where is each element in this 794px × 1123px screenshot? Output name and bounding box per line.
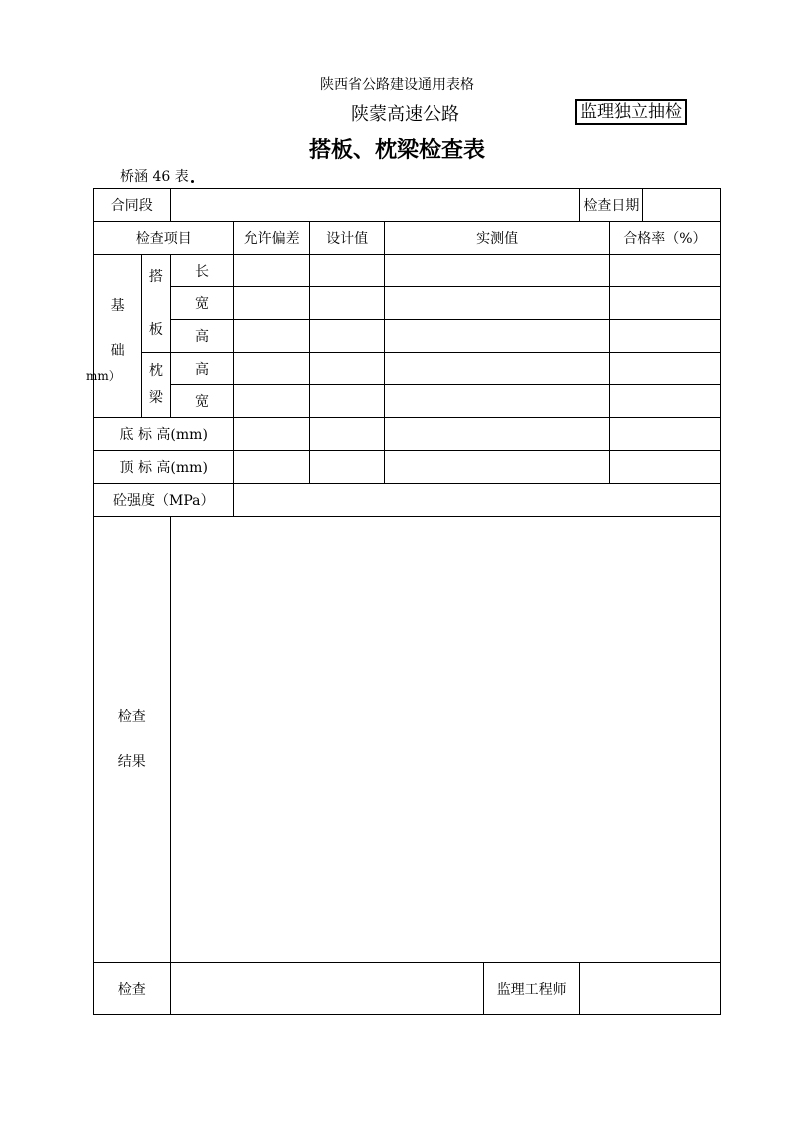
table-cell[interactable] bbox=[385, 451, 609, 484]
highway-name: 陕蒙高速公路 bbox=[351, 104, 459, 125]
form-number bbox=[120, 166, 194, 186]
table-cell[interactable] bbox=[609, 418, 720, 451]
beam-group-label bbox=[142, 353, 170, 418]
slab-row-width-label: 宽 bbox=[170, 287, 234, 320]
table-cell[interactable] bbox=[385, 287, 609, 320]
foundation-char-2: 础 bbox=[110, 343, 125, 359]
beam-row-height-label: 高 bbox=[170, 353, 234, 385]
table-cell[interactable] bbox=[609, 451, 720, 484]
slab-char-1: 搭 bbox=[148, 268, 163, 285]
inspection-table bbox=[86, 188, 721, 1015]
table-cell[interactable] bbox=[609, 385, 720, 418]
table-cell[interactable] bbox=[309, 255, 384, 287]
result-label-line-2: 结果 bbox=[117, 753, 146, 770]
concrete-strength-label: 砼强度（MPa） bbox=[94, 484, 234, 517]
checker-label: 检查 bbox=[94, 963, 171, 1015]
checker-signature-field[interactable] bbox=[170, 963, 483, 1015]
table-cell[interactable] bbox=[385, 320, 609, 353]
inspection-result-field[interactable] bbox=[170, 517, 720, 963]
slab-char-2: 板 bbox=[148, 321, 163, 338]
table-cell[interactable] bbox=[234, 255, 309, 287]
foundation-unit: mm） bbox=[86, 369, 121, 383]
contract-label: 合同段 bbox=[94, 189, 171, 222]
foundation-group-label bbox=[86, 255, 142, 418]
form-number-text: 桥涵 46 表 bbox=[120, 169, 189, 185]
table-cell[interactable] bbox=[385, 418, 609, 451]
table-cell[interactable] bbox=[309, 418, 384, 451]
table-cell[interactable] bbox=[234, 418, 309, 451]
slab-row-height-label: 高 bbox=[170, 320, 234, 353]
table-cell[interactable] bbox=[609, 287, 720, 320]
inspect-date-field[interactable] bbox=[643, 189, 721, 222]
table-cell[interactable] bbox=[309, 287, 384, 320]
col-header-measured: 实测值 bbox=[385, 222, 609, 255]
bottom-elevation-label: 底 标 高(mm) bbox=[94, 418, 234, 451]
contract-field[interactable] bbox=[170, 189, 580, 222]
engineer-label: 监理工程师 bbox=[483, 963, 580, 1015]
col-header-tolerance: 允许偏差 bbox=[234, 222, 309, 255]
table-cell[interactable] bbox=[609, 353, 720, 385]
page-title: 搭板、枕梁检查表 bbox=[308, 138, 485, 163]
table-cell[interactable] bbox=[234, 287, 309, 320]
table-cell[interactable] bbox=[234, 353, 309, 385]
table-cell[interactable] bbox=[385, 385, 609, 418]
table-cell[interactable] bbox=[309, 385, 384, 418]
top-elevation-label: 顶 标 高(mm) bbox=[94, 451, 234, 484]
beam-char-2: 梁 bbox=[148, 390, 163, 406]
table-cell[interactable] bbox=[385, 255, 609, 287]
inspection-result-label bbox=[94, 517, 171, 963]
col-header-pass-rate: 合格率（%） bbox=[609, 222, 720, 255]
table-cell[interactable] bbox=[234, 385, 309, 418]
result-label-line-1: 检查 bbox=[117, 708, 146, 725]
slab-row-length-label: 长 bbox=[170, 255, 234, 287]
table-cell[interactable] bbox=[609, 320, 720, 353]
table-cell[interactable] bbox=[234, 451, 309, 484]
table-cell[interactable] bbox=[234, 320, 309, 353]
col-header-item: 检查项目 bbox=[94, 222, 234, 255]
slab-group-label bbox=[142, 255, 170, 353]
table-cell[interactable] bbox=[385, 353, 609, 385]
beam-char-1: 枕 bbox=[148, 363, 163, 380]
table-cell[interactable] bbox=[309, 451, 384, 484]
table-cell[interactable] bbox=[609, 255, 720, 287]
engineer-signature-field[interactable] bbox=[580, 963, 721, 1015]
inspect-date-label: 检查日期 bbox=[580, 189, 643, 222]
concrete-strength-field[interactable] bbox=[234, 484, 721, 517]
header-top-line: 陕西省公路建设通用表格 bbox=[320, 77, 474, 93]
boxed-label: 监理独立抽检 bbox=[575, 99, 687, 125]
beam-row-width-label: 宽 bbox=[170, 385, 234, 418]
dot-icon bbox=[191, 180, 194, 183]
table-cell[interactable] bbox=[309, 320, 384, 353]
foundation-char-1: 基 bbox=[110, 298, 125, 314]
table-cell[interactable] bbox=[309, 353, 384, 385]
col-header-design: 设计值 bbox=[309, 222, 384, 255]
